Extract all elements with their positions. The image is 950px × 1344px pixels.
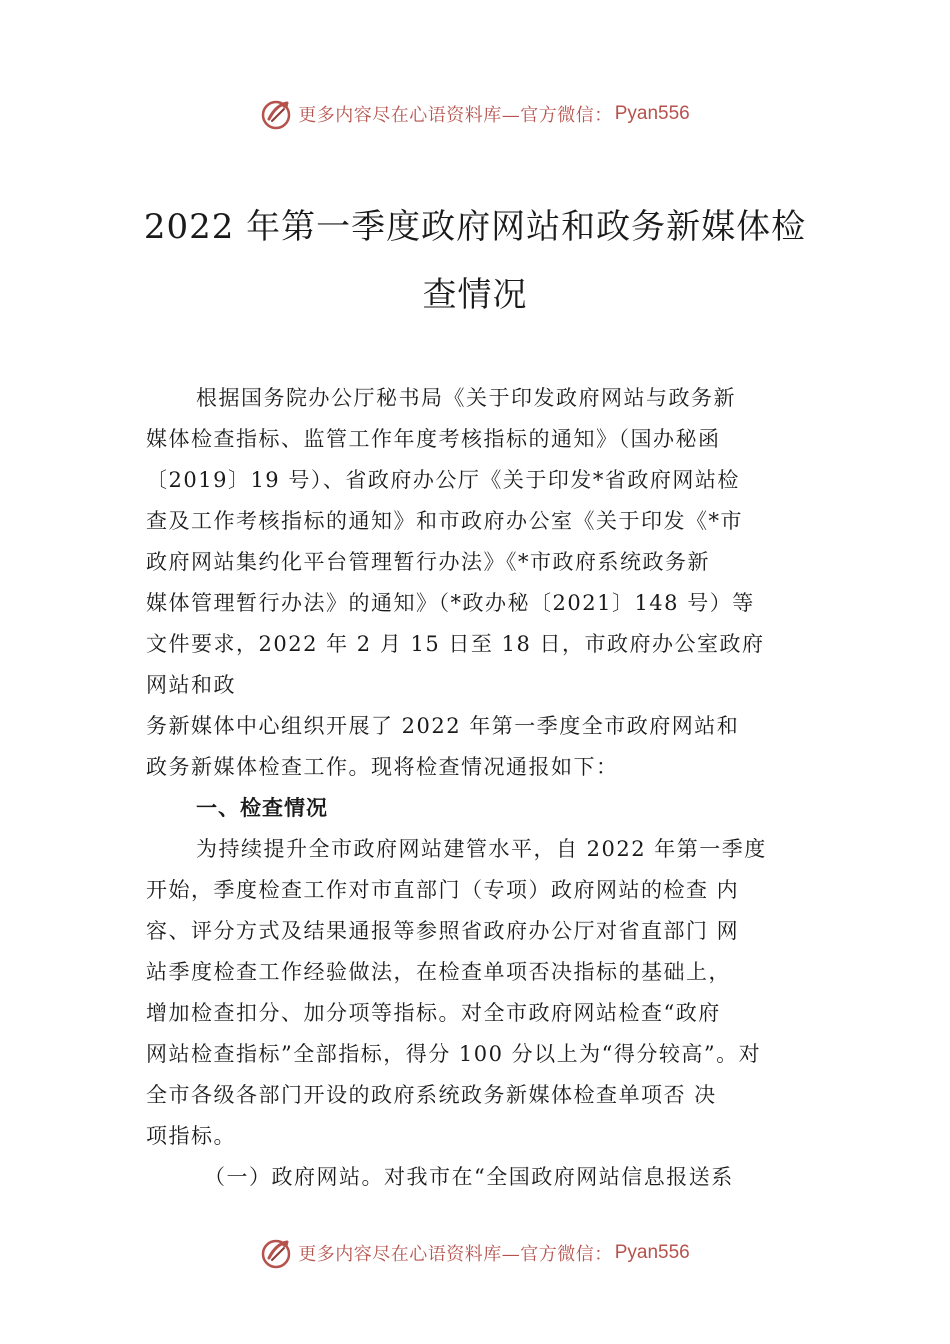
paragraph-line: 政务新媒体检查工作。现将检查情况通报如下：	[146, 755, 619, 779]
paragraph-line: 〔2019〕19 号）、省政府办公厅《关于印发*省政府网站检	[146, 468, 740, 492]
paragraph-line: 查及工作考核指标的通知》和市政府办公室《关于印发《*市	[146, 509, 743, 533]
document-title	[0, 193, 950, 329]
logo-icon	[260, 1236, 294, 1270]
paragraph-line: 项指标。	[146, 1124, 236, 1148]
paragraph-line: 媒体管理暂行办法》的通知》（*政办秘〔2021〕148 号）等	[146, 591, 755, 615]
paragraph-line: 媒体检查指标、监管工作年度考核指标的通知》（国办秘函	[146, 427, 721, 451]
subsection-line: （一）政府网站。对我市在“全国政府网站信息报送系	[204, 1165, 734, 1189]
paragraph-line: 容、评分方式及结果通报等参照省政府办公厅对省直部门 网	[146, 919, 740, 943]
document-body	[146, 378, 836, 1198]
watermark-text: 更多内容尽在心语资料库—官方微信：	[298, 105, 613, 126]
paragraph-line: 文件要求，2022 年 2 月 15 日至 18 日，市政府办公室政府	[146, 632, 765, 656]
watermark-wechat-id: Pyan556	[614, 103, 690, 124]
watermark-wechat-id: Pyan556	[614, 1242, 690, 1263]
paragraph-line: 务新媒体中心组织开展了 2022 年第一季度全市政府网站和	[146, 714, 740, 738]
title-line-2: 查情况	[422, 275, 528, 315]
paragraph-line: 网站检查指标”全部指标，得分 100 分以上为“得分较高”。对	[146, 1042, 762, 1066]
section-heading: 一、检查情况	[196, 796, 328, 820]
paragraph-line: 网站和政	[146, 673, 236, 697]
paragraph-line: 站季度检查工作经验做法，在检查单项否决指标的基础上，	[146, 960, 731, 984]
paragraph-line: 为持续提升全市政府网站建管水平，自 2022 年第一季度	[196, 837, 767, 861]
watermark-header	[0, 94, 950, 134]
title-line-1: 2022 年第一季度政府网站和政务新媒体检	[143, 207, 807, 247]
paragraph-line: 根据国务院办公厅秘书局《关于印发政府网站与政务新	[196, 386, 736, 410]
watermark-footer	[0, 1233, 950, 1273]
paragraph-line: 政府网站集约化平台管理暂行办法》《*市政府系统政务新	[146, 550, 710, 574]
paragraph-line: 增加检查扣分、加分项等指标。对全市政府网站检查“政府	[146, 1001, 721, 1025]
watermark-text: 更多内容尽在心语资料库—官方微信：	[298, 1244, 613, 1265]
logo-icon	[260, 97, 294, 131]
paragraph-line: 全市各级各部门开设的政府系统政务新媒体检查单项否 决	[146, 1083, 717, 1107]
paragraph-line: 开始，季度检查工作对市直部门（专项）政府网站的检查 内	[146, 878, 740, 902]
